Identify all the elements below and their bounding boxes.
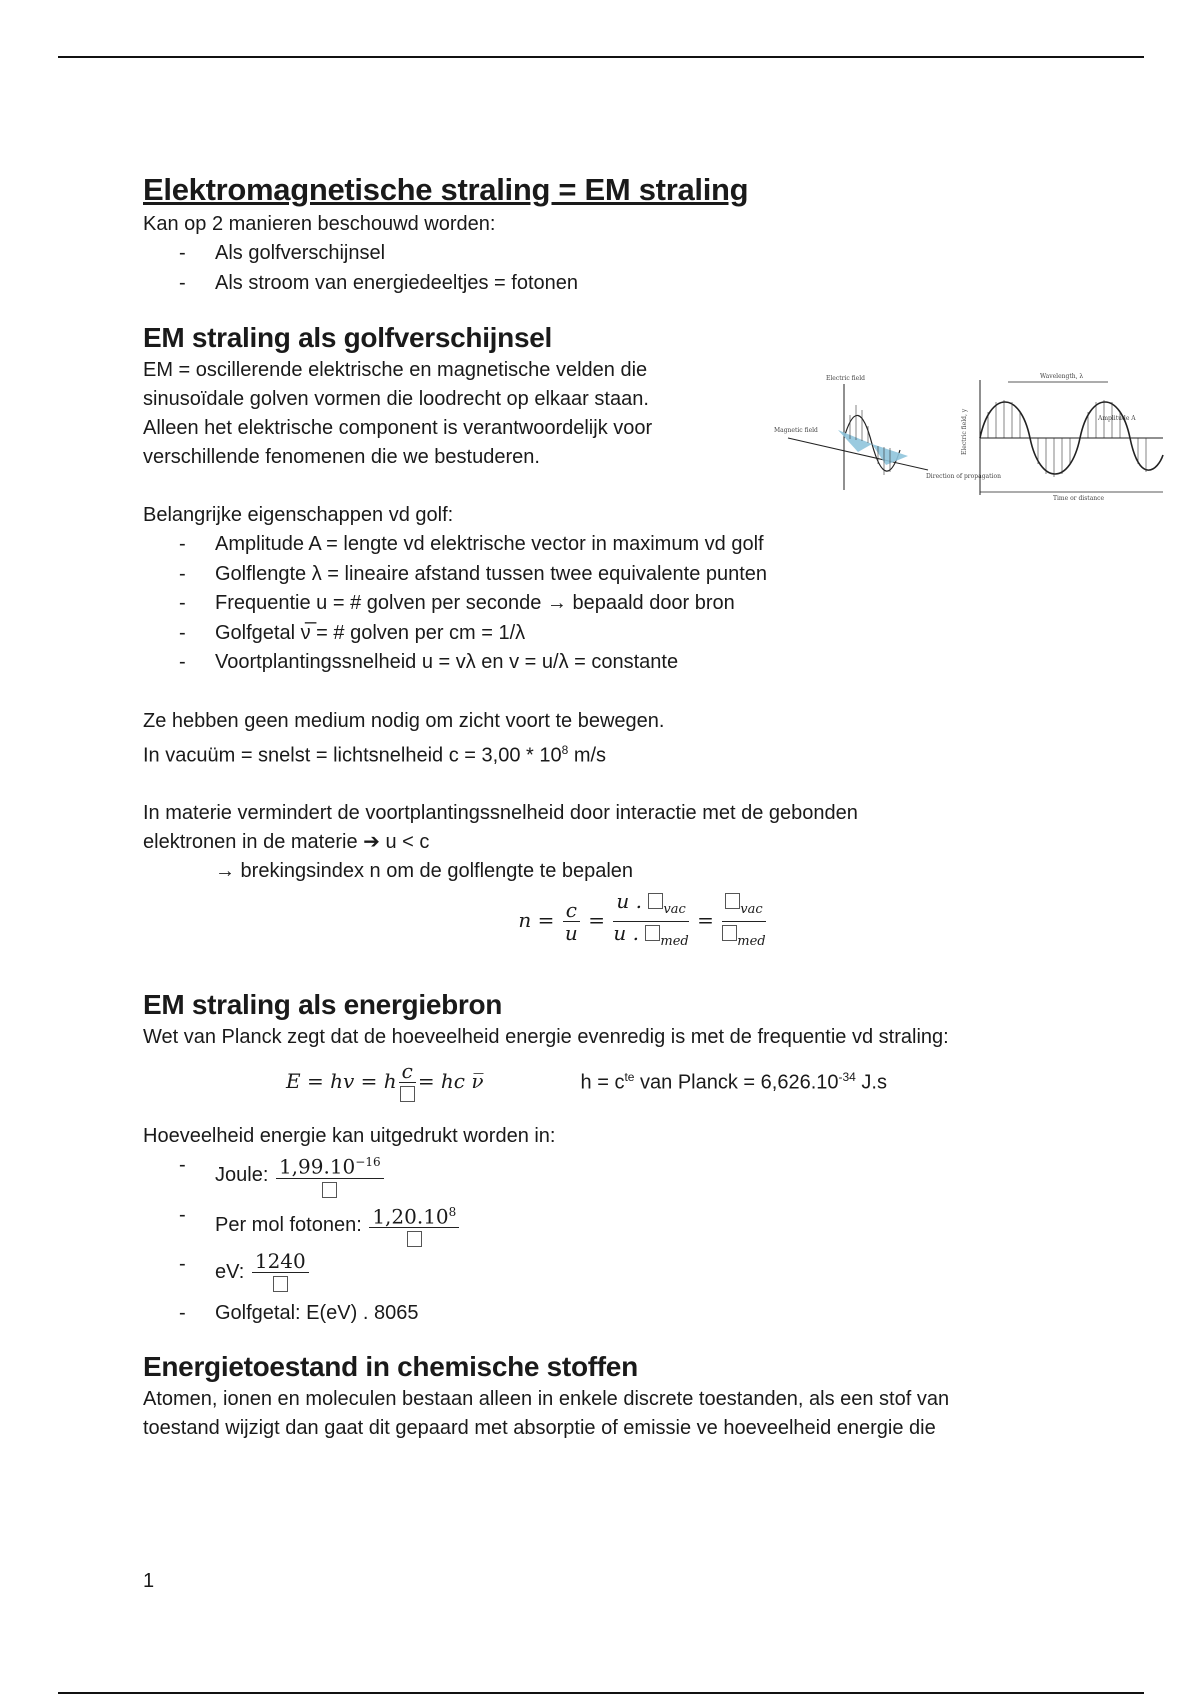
intro-text: Kan op 2 manieren beschouwd worden:	[143, 213, 496, 235]
matter-text: In materie vermindert de voortplantingssnelheid door interactie met de gebonden	[143, 802, 858, 825]
em-wave-diagram	[768, 360, 1170, 510]
list-item: - Als golfverschijnsel	[179, 239, 1063, 269]
planck-constant: $h = c^{te}$ van Planck = $6,626.10^{-34}$ J.s	[580, 1069, 887, 1094]
list-item: - Voortplantingssnelheid u = vλ en v = u/λ = constante	[179, 648, 1063, 678]
properties-intro: Belangrijke eigenschappen vd golf:	[143, 504, 454, 526]
wave-para-line: Alleen het elektrische component is verantwoordelijk voor	[143, 417, 653, 439]
matter-text: elektronen in de materie ➔ u < c	[143, 831, 430, 854]
diagram-label: Time or distance	[1053, 495, 1105, 502]
section-heading-wave: EM straling als golfverschijnsel	[143, 322, 552, 353]
list-item: - Golfgetal: E(eV) . 8065	[179, 1295, 1063, 1331]
diagram-label: Wavelength, λ	[1040, 373, 1084, 380]
energy-formula-row	[143, 1054, 1063, 1110]
states-text: toestand wijzigt dan gaat dit gepaard met absorptie of emissie ve hoeveelheid energie die	[143, 1417, 936, 1440]
section-heading-states: Energietoestand in chemische stoffen	[143, 1351, 638, 1383]
list-item: - Joule: $1,99.10^{-16}$	[179, 1151, 1063, 1201]
diagram-label: Magnetic field	[774, 427, 818, 434]
list-item: - Per mol fotonen: 1,20.10$^8$	[179, 1201, 1063, 1251]
page-title: Elektromagnetische straling = EM straling	[143, 172, 749, 207]
list-item: - Als stroom van energiedeeltjes = fotonen	[179, 269, 1063, 299]
section-heading-energy: EM straling als energiebron	[143, 989, 503, 1021]
units-intro: Hoeveelheid energie kan uitgedrukt worden in:	[143, 1125, 556, 1148]
list-item: - Golfgetal ν̅ = # golven per cm = 1/λ	[179, 619, 1063, 649]
units-list	[143, 1151, 1063, 1331]
diagram-label: Direction of propagation	[926, 473, 1001, 480]
diagram-label: Electric field, y	[961, 408, 968, 455]
diagram-label: Electric field	[826, 375, 865, 382]
vacuum-text: In vacuüm = snelst = lichtsnelheid $c = 3,00 * 10^8$ m/s	[143, 742, 607, 767]
refraction-formula: n = $\frac{c}{u}$ = $\frac{u . _{vac}}{u . _{med}}$ = $\frac{_{vac}}{_{med}}$	[518, 889, 766, 950]
energy-formula: E = hv = h c = hc ν̅	[286, 1060, 484, 1105]
intro-list	[143, 239, 1063, 298]
properties-list	[143, 530, 1063, 678]
wave-para-line: verschillende fenomenen die we bestuderen.	[143, 446, 540, 468]
wave-para-line: EM = oscillerende elektrische en magnetische velden die	[143, 359, 648, 381]
top-rule	[58, 56, 1144, 58]
wavelength-diagram	[961, 373, 1163, 502]
page-number: 1	[143, 1570, 155, 1592]
list-item: - Golflengte λ = lineaire afstand tussen twee equivalente punten	[179, 560, 1063, 590]
list-item: - Frequentie u = # golven per seconde → bepaald door bron	[179, 589, 1063, 619]
refraction-text: → brekingsindex n om de golflengte te bepalen	[215, 860, 634, 883]
planck-text: Wet van Planck zegt dat de hoeveelheid energie evenredig is met de frequentie vd straling:	[143, 1026, 949, 1049]
states-text: Atomen, ionen en moleculen bestaan alleen in enkele discrete toestanden, als een stof van	[143, 1388, 950, 1411]
diagram-label: Amplitude A	[1098, 415, 1136, 422]
medium-text: Ze hebben geen medium nodig om zicht voort te bewegen.	[143, 709, 665, 732]
list-item: - eV: 1240	[179, 1250, 1063, 1295]
wave-para-line: sinusoïdale golven vormen die loodrecht op elkaar staan.	[143, 388, 649, 410]
list-item: - Amplitude A = lengte vd elektrische vector in maximum vd golf	[179, 530, 1063, 560]
bottom-rule	[58, 1692, 1144, 1694]
